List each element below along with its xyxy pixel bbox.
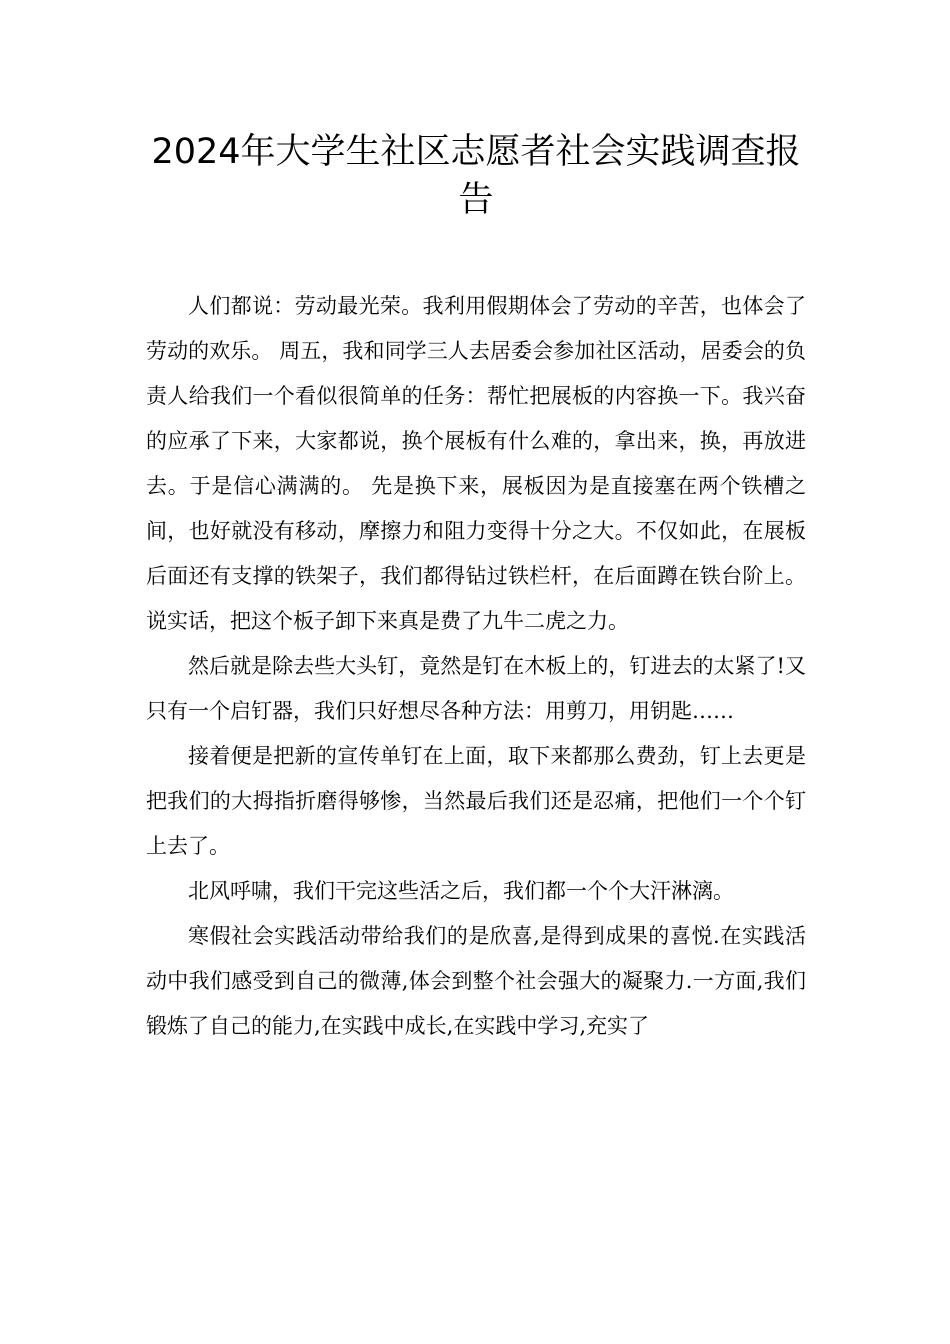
paragraph: 然后就是除去些大头钉，竟然是钉在木板上的，钉进去的太紧了!又只有一个启钉器，我们只好想尽各种方法：用剪刀，用钥匙…… <box>146 654 806 723</box>
paragraph: 寒假社会实践活动带给我们的是欣喜,是得到成果的喜悦.在实践活动中我们感受到自己的微薄,体会到整个社会强大的凝聚力.一方面,我们锻炼了自己的能力,在实践中成长,在实践中学习,充实了 <box>146 924 806 1038</box>
paragraph: 人们都说：劳动最光荣。我利用假期体会了劳动的辛苦，也体会了劳动的欢乐。 周五，我和同学三人去居委会参加社区活动，居委会的负责人给我们一个看似很简单的任务：帮忙把展板的内容换一下。我兴奋的应承了下来，大家都说，换个展板有什么难的，拿出来，换，再放进去。于是信心满满的。 先是换下来，展板因为是直接塞在两个铁槽之间，也好就没有移动，摩擦力和阻力变得十分之大。不仅如此，在展板后面还有支撑的铁架子，我们都得钻过铁栏杆，在后面蹲在铁台阶上。说实话，把这个板子卸下来真是费了九牛二虎之力。 <box>146 294 806 633</box>
document-title: 2024年大学生社区志愿者社会实践调查报告 <box>151 132 801 220</box>
document-body <box>146 284 806 1049</box>
paragraph: 接着便是把新的宣传单钉在上面，取下来都那么费劲，钉上去更是把我们的大拇指折磨得够惨，当然最后我们还是忍痛，把他们一个个钉上去了。 <box>146 744 806 858</box>
paragraph: 北风呼啸，我们干完这些活之后，我们都一个个大汗淋漓。 <box>188 879 734 903</box>
